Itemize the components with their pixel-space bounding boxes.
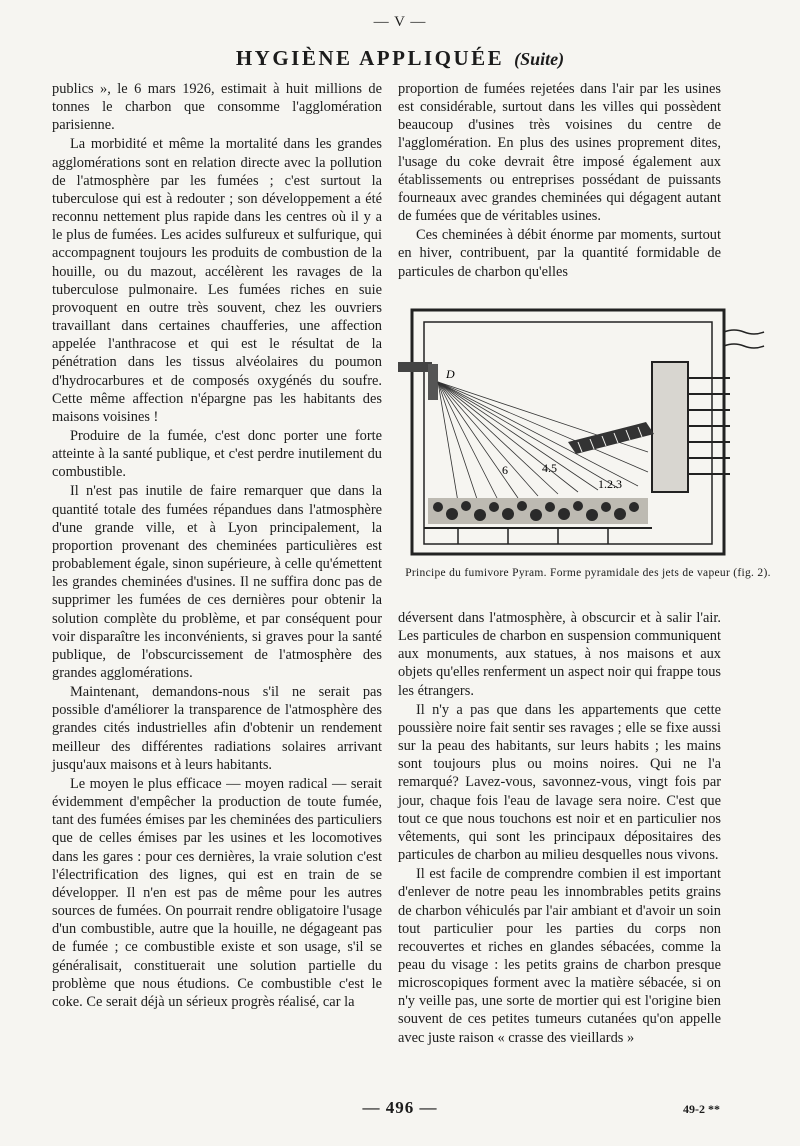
page-number: — 496 —: [362, 1098, 438, 1117]
paragraph: Il n'y a pas que dans les appartements que cette poussière noire fait sentir ses ravages ; elle se fixe aussi sur la peau des habitants, sur leurs habits ; les mains sont toujours plus ou moins noires. Qui ne l'a remarqué? Lavez-vous, savonnez-vous, vingt fois par jour, chaque fois l'eau de lavage sera noire. C'est que tout ce que nous touchons est noir et en particulier nos vêtements, qui sont les principaux dépositaires des particules de charbon au milieu desquelles nous vivons.: [398, 701, 721, 864]
paragraph: Ces cheminées à débit énorme par moments, surtout en hiver, contribuent, par la quantité formidable de particules de charbon qu'elles: [398, 227, 721, 280]
paragraph: Il n'est pas inutile de faire remarquer que dans la quantité totale des fumées répandues dans l'atmosphère d'une grande ville, et à Lyon principalement, la proportion provenant des cheminées particulières est probablement égale, sinon supérieure, à celle qu'émettent les grandes cheminées d'usines. Il ne suffira donc pas de supprimer les fumées de ces dernières pour obtenir la solution complète du problème, et par conséquent pour voir disparaître les inconvénients, si graves pour la santé publique, de l'obscurcissement de l'atmosphère des grandes agglomérations.: [52, 483, 382, 681]
print-code: 49-2 **: [683, 1102, 720, 1116]
paragraph: Le moyen le plus efficace — moyen radical — serait évidemment d'empêcher la production de toute fumée, tant des fumées émises par les cheminées des particuliers que de celles émises par les usines et les locomotives dans les gares : pour ces dernières, la vraie solution c'est l'électrification des lignes, qui est en train de se développer. Il n'en est pas de même pour les autres sources de fumées. On pourrait rendre obligatoire l'usage d'un combustible, autre que la houille, ne dégageant pas de fumée ; ce combustible existe et son usage, s'il se généralisait, constituerait une solution partielle du problème que nous étudions. Ce combustible c'est le coke. Ce serait déjà un sérieux progrès réalisé, car la: [52, 775, 382, 1010]
label-4-5: 4.5: [542, 461, 557, 475]
right-column-bottom: [398, 609, 721, 1048]
top-folio: — V —: [373, 14, 427, 30]
fumivore-illustration: [398, 302, 778, 564]
label-1-2-3: 1.2.3: [598, 477, 622, 491]
page-subtitle: (Suite): [514, 49, 565, 69]
paragraph: Produire de la fumée, c'est donc porter une forte atteinte à la santé publique, et c'est perdre inutilement du combustible.: [52, 427, 382, 481]
paragraph: Il est facile de comprendre combien il est important d'enlever de notre peau les innombrables petits grains de charbon véhiculés par l'air ambiant et d'avoir un soin tout particulier pour les parties du corps non recouvertes et riches en glandes sébacées, comme la peau du visage : les petits grains de charbon presque microscopiques forment avec la matière sébacée, si on n'y veille pas, une sorte de mortier qui est l'origine bien souvent de ces petites tumeurs cutanées qu'on appelle avec juste raison « crasse des vieillards »: [398, 866, 721, 1046]
paragraph: publics », le 6 mars 1926, estimait à huit millions de tonnes le charbon que consomme l'agglomération parisienne.: [52, 81, 382, 134]
paragraph: proportion de fumées rejetées dans l'air par les usines est considérable, surtout dans les villes qui possèdent beaucoup d'usines très voisines du centre de l'agglomération. En plus des usines proprement dites, l'usage du coke devrait être imposé également aux établissements ou entreprises possédant de puissants fourneaux avec grandes cheminées qui dégagent autant de fumées que de véritables usines.: [398, 81, 721, 225]
page-title: HYGIÈNE APPLIQUÉE: [235, 46, 505, 70]
figure-fumivore: [398, 302, 778, 580]
paragraph: déversent dans l'atmosphère, à obscurcir et à salir l'air. Les particules de charbon en suspension communiquent aux monuments, aux statues, à nos maisons et aux objets qu'elles renferment un aspect noir qui frappe tous les étrangers.: [398, 610, 721, 699]
right-column-top: [398, 80, 721, 282]
label-d: D: [446, 367, 455, 381]
paragraph: La morbidité et même la mortalité dans les grandes agglomérations sont en relation directe avec la pollution de l'atmosphère par les fumées ; c'est surtout la tuberculose qui est à redouter ; son développement a été reconnu nettement plus rapide dans les centres où il y a le plus de fumées. Les acides sulfureux et sulfurique, qui accompagnent toujours les produits de combustion de la houille, ou du mazout, accélèrent les ravages de la tuberculose pulmonaire. Les fumées riches en suie provoquent en outre très souvent, chez les ouvriers travaillant dans certaines chaufferies, une affection appelée l'anthracose et qui est le résultat de la pénétration dans les tissus alvéolaires du poumon d'hydrocarbures et de composés oxygénés du soufre. Cette même affection n'épargne pas les habitants des maisons voisines !: [52, 136, 382, 425]
page-header: [0, 46, 800, 71]
paragraph: Maintenant, demandons-nous s'il ne serait pas possible d'améliorer la transparence de l'atmosphère des grandes cités industrielles afin d'obtenir un rendement meilleur des différentes radiations solaires arrivant jusqu'aux maisons et à leurs habitants.: [52, 684, 382, 773]
label-6: 6: [502, 463, 508, 477]
figure-caption: Principe du fumivore Pyram. Forme pyramidale des jets de vapeur (fig. 2).: [405, 567, 771, 579]
left-column: [52, 80, 382, 1012]
